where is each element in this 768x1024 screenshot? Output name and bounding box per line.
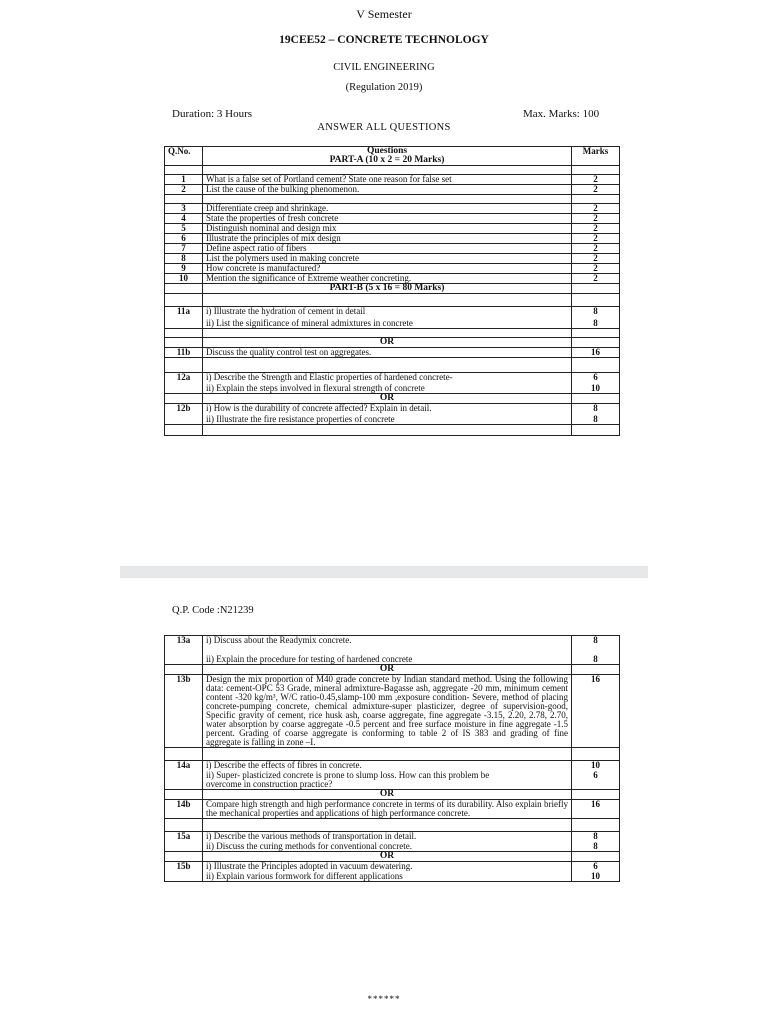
- question-text: Discuss the quality control test on aggregates.: [203, 348, 572, 358]
- table-row: [165, 244, 620, 254]
- sub-question: i) Describe the various methods of transportation in detail.: [206, 831, 417, 841]
- question-text: [203, 761, 572, 790]
- sub-marks: 6: [593, 861, 598, 871]
- question-text: [203, 307, 572, 329]
- spacer-row: [165, 819, 620, 832]
- question-text: What is a false set of Portland cement? State one reason for false set: [203, 175, 572, 185]
- question-marks: [572, 761, 620, 790]
- or-row: [165, 852, 620, 862]
- question-marks: 2: [572, 224, 620, 234]
- question-marks: [572, 307, 620, 329]
- sub-marks: 8: [593, 414, 598, 424]
- max-marks-label: Max. Marks: 100: [523, 108, 600, 120]
- question-number: 14a: [165, 761, 203, 790]
- or-row: [165, 394, 620, 404]
- question-number: 6: [165, 234, 203, 244]
- questions-header: [203, 147, 572, 166]
- department-heading: CIVIL ENGINEERING: [333, 62, 435, 73]
- question-number: 11a: [165, 307, 203, 329]
- question-text: Define aspect ratio of fibers: [203, 244, 572, 254]
- table-row: [165, 862, 620, 882]
- sub-question: ii) Super- plasticized concrete is prone to slump loss. How can this problem be overcome in construction practice?: [206, 770, 490, 789]
- or-separator: OR: [203, 852, 572, 862]
- sub-marks: 8: [593, 654, 598, 664]
- table-row: [165, 404, 620, 425]
- part-b-title-row: [165, 284, 620, 294]
- sub-marks: 8: [593, 635, 598, 645]
- qp-code-label: Q.P. Code :N21239: [172, 605, 254, 616]
- or-separator: OR: [203, 338, 572, 348]
- question-number: 10: [165, 274, 203, 284]
- question-marks: 2: [572, 214, 620, 224]
- question-number: 15b: [165, 862, 203, 882]
- table-row: [165, 204, 620, 214]
- question-marks: 2: [572, 244, 620, 254]
- course-title: 19CEE52 – CONCRETE TECHNOLOGY: [279, 34, 489, 46]
- instruction-heading: ANSWER ALL QUESTIONS: [317, 122, 451, 133]
- question-marks: 2: [572, 175, 620, 185]
- sub-question: ii) Explain the steps involved in flexural strength of concrete: [206, 383, 425, 393]
- question-marks: [572, 404, 620, 425]
- or-separator: OR: [203, 790, 572, 800]
- table-row: [165, 264, 620, 274]
- table-row: [165, 234, 620, 244]
- question-marks: [572, 862, 620, 882]
- or-separator: OR: [203, 394, 572, 404]
- sub-question: ii) Explain various formwork for different applications: [206, 871, 403, 881]
- question-number: 9: [165, 264, 203, 274]
- table-header-row: [165, 147, 620, 166]
- question-number: 11b: [165, 348, 203, 358]
- question-number: 14b: [165, 800, 203, 819]
- question-text: Mention the significance of Extreme weather concreting.: [203, 274, 572, 284]
- sub-question: i) Describe the effects of fibres in concrete.: [206, 760, 362, 770]
- question-number: 12b: [165, 404, 203, 425]
- regulation-heading: (Regulation 2019): [345, 82, 423, 93]
- question-marks: 16: [572, 675, 620, 748]
- qno-header: Q.No.: [165, 147, 203, 166]
- sub-question: ii) Explain the procedure for testing of hardened concrete: [206, 654, 413, 664]
- question-number: 1: [165, 175, 203, 185]
- spacer-row: [165, 425, 620, 436]
- question-number: 15a: [165, 832, 203, 852]
- sub-question: i) Describe the Strength and Elastic properties of hardened concrete-: [206, 372, 453, 382]
- duration-label: Duration: 3 Hours: [172, 108, 253, 120]
- sub-marks: 8: [593, 841, 598, 851]
- question-table-page-1: [164, 146, 620, 436]
- or-row: [165, 338, 620, 348]
- question-number: 13b: [165, 675, 203, 748]
- sub-marks: 6: [593, 770, 598, 780]
- table-row: [165, 373, 620, 394]
- part-a-title: PART-A (10 x 2 = 20 Marks): [329, 155, 445, 165]
- question-text: Distinguish nominal and design mix: [203, 224, 572, 234]
- spacer-row: [165, 748, 620, 761]
- question-text: [203, 373, 572, 394]
- sub-question: i) How is the durability of concrete affected? Explain in detail.: [206, 403, 432, 413]
- table-row: [165, 761, 620, 790]
- table-row: [165, 175, 620, 185]
- table-row: [165, 254, 620, 264]
- question-marks: 16: [572, 348, 620, 358]
- question-text: List the polymers used in making concrete: [203, 254, 572, 264]
- question-marks: 2: [572, 274, 620, 284]
- table-row: [165, 675, 620, 748]
- question-marks: 2: [572, 264, 620, 274]
- question-marks: [572, 832, 620, 852]
- table-row: [165, 185, 620, 195]
- question-number: 2: [165, 185, 203, 195]
- marks-header: Marks: [572, 147, 620, 166]
- question-text: Illustrate the principles of mix design: [203, 234, 572, 244]
- table-row: [165, 274, 620, 284]
- sub-marks: 8: [593, 318, 598, 328]
- question-number: 13a: [165, 636, 203, 665]
- question-text: [203, 862, 572, 882]
- sub-question: i) Discuss about the Readymix concrete.: [206, 635, 352, 645]
- question-number: 4: [165, 214, 203, 224]
- question-text: Compare high strength and high performance concrete in terms of its durability. Also explain briefly the mechanical properties and applications of high performance concrete.: [203, 800, 572, 819]
- table-row: [165, 348, 620, 358]
- question-marks: 2: [572, 185, 620, 195]
- sub-marks: 8: [593, 831, 598, 841]
- question-text: Design the mix proportion of M40 grade concrete by Indian standard method. Using the following data: cement-OPC 53 Grade, mineral admixture-Bagasse ash, aggregate -20 mm, minimum cement content -320 kg/m³, W/C ratio-0.45,slamp-100 mm ,exposure condition- Severe, method of placing concrete-pumping concrete, chemical admixture-super plasticizer, degree of supervision-good, Specific gravity of cement, rice husk ash, coarse aggregate, fine aggregate -3.15, 2.20, 2.78, 2.70, water absorption by coarse aggregate -0.5 percent and free surface moisture in fine aggregate -1.5 percent. Grading of coarse aggregate is conforming to table 2 of IS 383 and grading of fine aggregate is falling in zone –I.: [203, 675, 572, 748]
- question-text: [203, 636, 572, 665]
- table-row: [165, 800, 620, 819]
- or-row: [165, 665, 620, 675]
- or-separator: OR: [203, 665, 572, 675]
- sub-marks: 8: [593, 403, 598, 413]
- sub-question: ii) List the significance of mineral admixtures in concrete: [206, 318, 413, 328]
- table-row: [165, 224, 620, 234]
- question-number: 3: [165, 204, 203, 214]
- question-table-page-2: [164, 635, 620, 882]
- sub-marks: 10: [591, 383, 600, 393]
- sub-question: i) Illustrate the hydration of cement in detail: [206, 306, 366, 316]
- sub-question: ii) Illustrate the fire resistance properties of concrete: [206, 414, 395, 424]
- question-marks: [572, 373, 620, 394]
- question-marks: 2: [572, 234, 620, 244]
- sub-marks: 10: [591, 871, 600, 881]
- table-row: [165, 307, 620, 329]
- sub-question: i) Illustrate the Principles adopted in vacuum dewatering.: [206, 861, 413, 871]
- sub-marks: 8: [593, 306, 598, 316]
- end-of-paper-mark: ******: [367, 994, 401, 1004]
- question-number: 5: [165, 224, 203, 234]
- question-marks: 2: [572, 254, 620, 264]
- table-row: [165, 214, 620, 224]
- question-number: 7: [165, 244, 203, 254]
- question-marks: 2: [572, 204, 620, 214]
- question-marks: [572, 636, 620, 665]
- questions-header-label: Questions: [366, 146, 408, 156]
- sub-marks: 10: [591, 760, 600, 770]
- question-number: 8: [165, 254, 203, 264]
- question-marks: 16: [572, 800, 620, 819]
- question-text: How concrete is manufactured?: [203, 264, 572, 274]
- exam-page-2: [0, 590, 768, 1024]
- page-separator: [120, 566, 648, 578]
- question-text: State the properties of fresh concrete: [203, 214, 572, 224]
- sub-question: ii) Discuss the curing methods for conventional concrete.: [206, 841, 412, 851]
- sub-marks: 6: [593, 372, 598, 382]
- question-text: [203, 404, 572, 425]
- question-number: 12a: [165, 373, 203, 394]
- spacer-row: [165, 294, 620, 307]
- question-text: [203, 832, 572, 852]
- spacer-row: [165, 358, 620, 373]
- table-row: [165, 636, 620, 665]
- question-text: List the cause of the bulking phenomenon.: [203, 185, 572, 195]
- semester-heading: V Semester: [356, 7, 412, 21]
- or-row: [165, 790, 620, 800]
- table-row: [165, 832, 620, 852]
- part-b-title: PART-B (5 x 16 = 80 Marks): [203, 284, 572, 294]
- question-text: Differentiate creep and shrinkage.: [203, 204, 572, 214]
